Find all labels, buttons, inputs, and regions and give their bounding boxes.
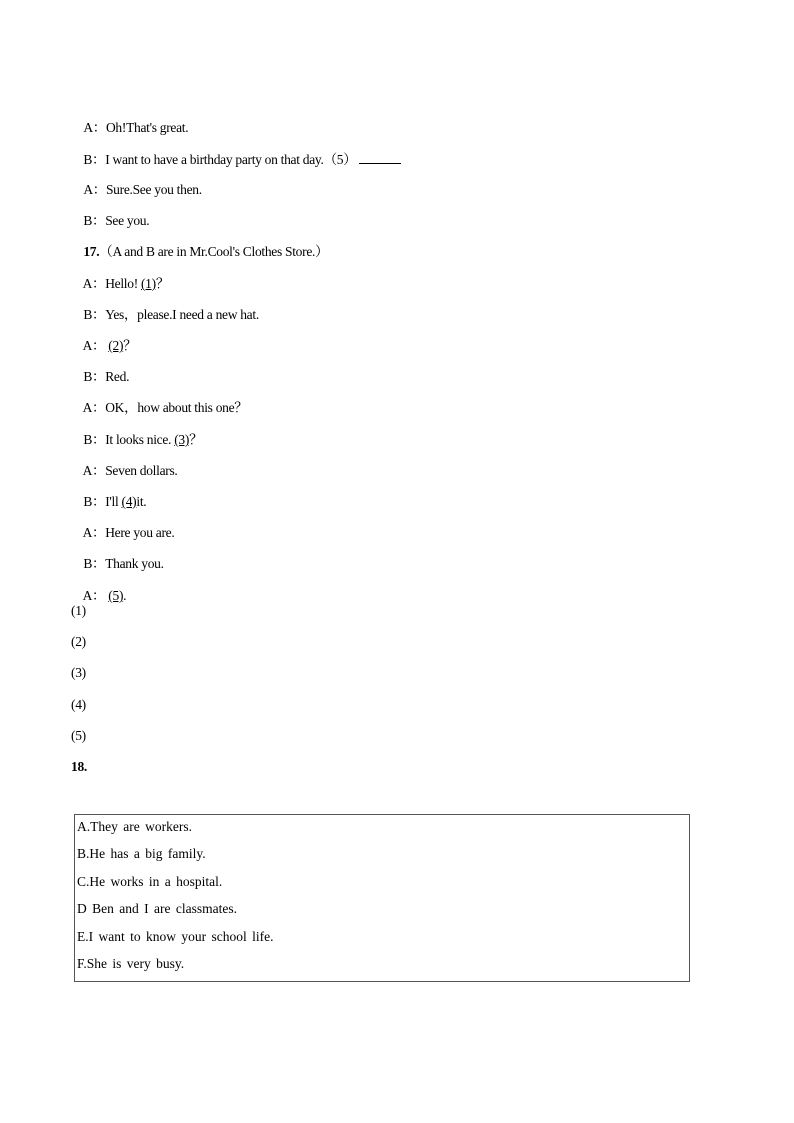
option-e: E.I want to know your school life.: [77, 929, 274, 944]
dialog-text: Red.: [105, 369, 130, 384]
dialog-text: ？: [155, 276, 170, 291]
speaker-label: A：: [83, 120, 106, 135]
option-a: A.They are workers.: [77, 819, 192, 834]
answer-slot-3[interactable]: (3): [71, 665, 86, 680]
dialog-text: Oh!That's great.: [105, 120, 189, 135]
dialog-text: I want to have a birthday party on that day.（5）: [105, 152, 357, 167]
answer-blank[interactable]: (2): [108, 338, 124, 353]
dialog-text: Hello!: [105, 276, 141, 291]
answer-slot-4[interactable]: (4): [71, 697, 86, 712]
answer-blank[interactable]: (1): [140, 276, 156, 291]
speaker-label: A：: [82, 400, 106, 415]
option-b: B.He has a big family.: [77, 846, 206, 861]
speaker-label: A：: [82, 463, 106, 478]
dialog-text: Sure.See you then.: [105, 182, 202, 197]
speaker-label: A：: [82, 338, 106, 353]
dialog-text: OK，how about this one？: [105, 400, 248, 415]
speaker-label: B：: [83, 369, 106, 384]
answer-blank[interactable]: (5): [108, 588, 124, 603]
dialog-text: Seven dollars.: [105, 463, 178, 478]
answer-blank-5[interactable]: [359, 151, 401, 164]
dialog-text: Here you are.: [105, 525, 175, 540]
dialog-text: it.: [136, 494, 147, 509]
dialog-text: .: [123, 588, 127, 603]
dialog-text: See you.: [105, 213, 150, 228]
dialog-text: I'll: [105, 494, 122, 509]
answer-blank[interactable]: (3): [174, 432, 190, 447]
dialog-text: It looks nice.: [105, 432, 175, 447]
speaker-label: B：: [83, 307, 106, 322]
speaker-label: B：: [83, 432, 106, 447]
dialog-text: ？: [189, 432, 203, 447]
speaker-label: A：: [82, 588, 106, 603]
answer-slot-1[interactable]: (1): [71, 603, 86, 618]
answer-slot-2[interactable]: (2): [71, 634, 86, 649]
option-c: C.He works in a hospital.: [77, 874, 223, 889]
speaker-label: A：: [83, 182, 106, 197]
option-f: F.She is very busy.: [77, 956, 185, 971]
speaker-label: B：: [83, 494, 106, 509]
question-18-number: 18.: [71, 759, 87, 774]
speaker-label: B：: [83, 556, 106, 571]
speaker-label: A：: [82, 525, 106, 540]
dialog-text: ？: [123, 338, 137, 353]
answer-slot-5[interactable]: (5): [71, 728, 86, 743]
dialog-text: Yes，please.I need a new hat.: [105, 307, 259, 322]
question-number: 17.: [83, 244, 100, 259]
speaker-label: A：: [82, 276, 106, 291]
answer-blank[interactable]: (4): [121, 494, 137, 509]
speaker-label: B：: [83, 152, 106, 167]
options-box: [74, 814, 690, 982]
option-d: D Ben and I are classmates.: [77, 901, 237, 916]
question-context: （A and B are in Mr.Cool's Clothes Store.）: [99, 244, 329, 259]
speaker-label: B：: [83, 213, 106, 228]
dialog-text: Thank you.: [105, 556, 164, 571]
